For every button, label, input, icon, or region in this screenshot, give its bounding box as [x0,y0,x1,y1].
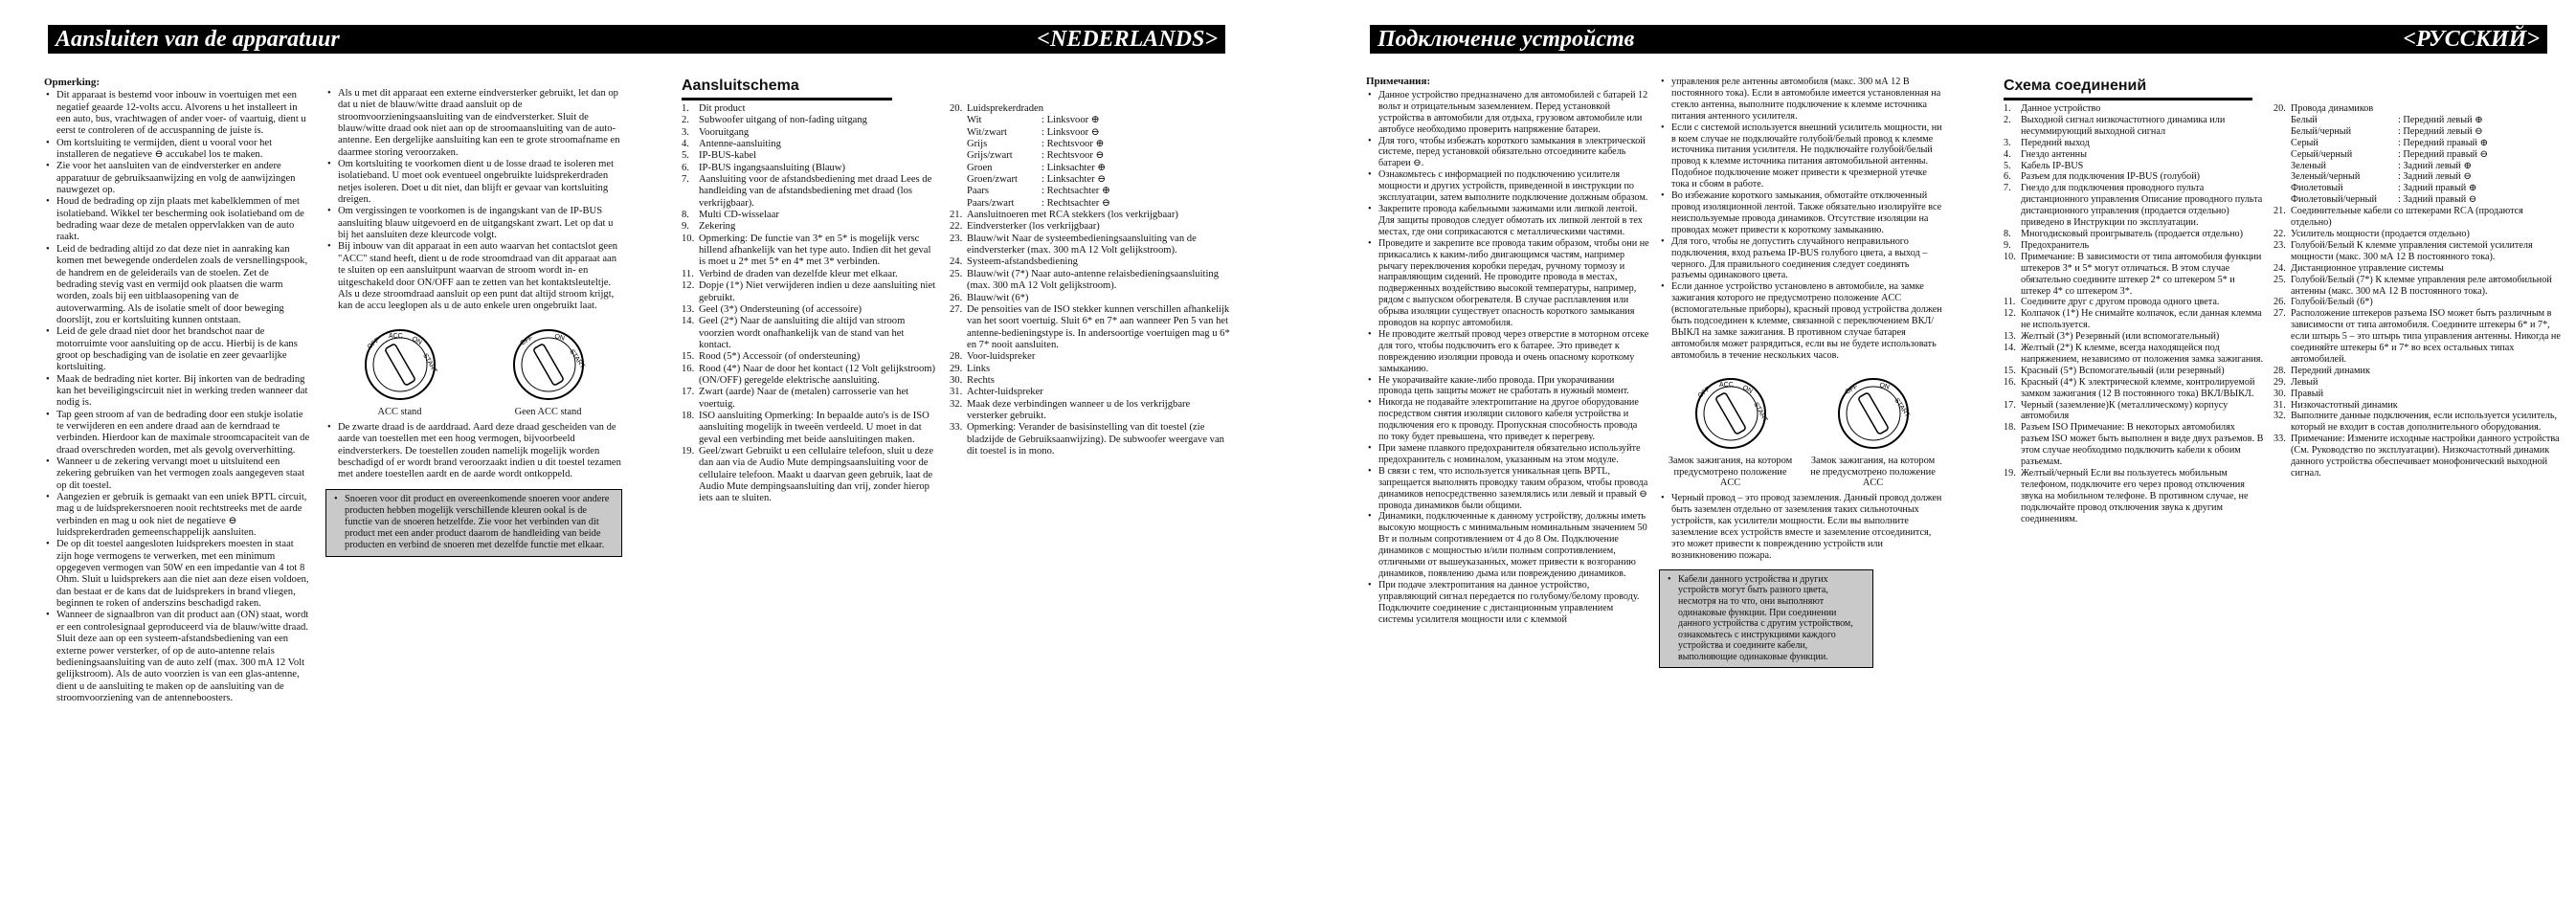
svg-text:OFF: OFF [366,336,381,351]
legend-list [950,103,1233,115]
note-item: • Закрепите провода кабельными зажимами или липкой лентой. Для защиты проводов следует обмотать их липкой лентой в тех местах, где они соприкасаются с металлическими частями. [1366,204,1649,238]
page-title: Aansluiten van de apparatuur [56,27,340,52]
diagram-heading: Aansluitschema [682,77,892,100]
diagram-legend-column-2 [2274,103,2561,479]
wire-row [950,150,1233,162]
svg-text:ON: ON [1740,384,1754,395]
note-item: • Не проводите желтый провод через отверстие в моторном отсеке для того, чтобы подключить его к батарее. Это приведет к повреждению изоляции провода и очень опасному короткому замыканию. [1366,329,1649,375]
wire-row [950,186,1233,197]
notes-column-2 [325,88,622,557]
wire-color: Фиолетовый [2291,183,2343,194]
wire-color: Wit/zwart [967,126,1007,138]
note-item: • Во избежание короткого замыкания, обмотайте отключенный провод изоляционной лентой. Также обязательно изолируйте все неиспользуемые провода динамиков. Отсутствие изоляции на проводах может привести к короткому замыканию. [1659,190,1944,236]
diagram-legend-column-2 [950,103,1233,457]
note-item: • Dit apparaat is bestemd voor inbouw in voertuigen met een negatief geaarde 12-volts accu. Alvorens u het installeert in een auto, bus, vrachtwagen of ander voer- of vaartuig, dient u eerst te controleren of de accuspanning de juiste is. [44,90,310,137]
speaker-wire-table [950,115,1233,210]
list-item: 20. Luidsprekerdraden [950,103,1044,114]
list-item: 22. Eindversterker (los verkrijgbaar) [950,221,1100,233]
ignition-switch-no-acc [482,326,616,418]
list-item: 30. Правый [2274,388,2324,399]
list-item: 28. Передний динамик [2274,365,2370,376]
switch-caption: Geen ACC stand [514,406,582,417]
page-title: Подключение устройств [1378,27,1635,52]
note-item: • Om vergissingen te voorkomen is de ingangskant van de IP-BUS aansluiting blauw uitgevoerd en de uitgangskant zwart. Let op dat u bij het aansluiten deze kleurcode volgt. [325,206,622,241]
svg-text:OFF: OFF [1844,383,1859,396]
legend-list [950,210,1233,457]
list-item: 32. Выполните данные подключения, если используется усилитель, который не входит в состав дополнительного оборудования. [2274,411,2558,434]
svg-text:ACC: ACC [388,332,403,340]
list-item: 20. Провода динамиков [2274,103,2374,114]
list-item: 32. Maak deze verbindingen wanneer u de los verkrijgbare versterker gebruikt. [950,398,1191,421]
ignition-switch-figures [325,326,622,418]
note-item: • De zwarte draad is de aarddraad. Aard deze draad gescheiden van de aarde van toestellen met een hoog vermogen, bijvoorbeeld eindversterkers. De toestellen zouden namelijk mogelijk worden beschadigd of er wordt brand veroorzaakt indien u dit toestel tezamen met andere toestellen aardt en de aarde wordt ontkoppeld. [325,422,622,481]
list-item: 29. Левый [2274,376,2318,388]
wire-color: Фиолетовый/черный [2291,194,2377,206]
list-item: 17. Zwart (aarde) Naar de (metalen) carrosserie van het voertuig. [682,387,909,410]
list-item: 14. Geel (2*) Naar de aansluiting die altijd van stroom voorzien wordt onafhankelijk van de stand van het kontact. [682,316,906,350]
wire-color: Белый [2291,114,2318,125]
list-item: 23. Голубой/Белый К клемме управления системой усилителя мощности (макс. 300 мА 12 В постоянного тока). [2274,239,2533,262]
list-item: 24. Systeem-afstandsbediening [950,256,1078,268]
svg-text:START: START [420,352,437,374]
note-item: • Данное устройство предназначено для автомобилей с батарей 12 вольт и отрицательным заземлением. Перед установкой устройства в автомобили для отдыха, грузовом автомобиле или автобусе необходимо проверить напряжение батареи. [1366,90,1649,136]
list-item: 19. Желтый/черный Если вы пользуетесь мобильным телефоном, подключите его через провод отключения звука на мобильном телефоне. В противном случае, не подключайте провод отключения звука к другим соединениям. [2004,468,2249,524]
list-item: 11. Соедините друг с другом провода одного цвета. [2004,297,2220,308]
wire-row [2274,183,2561,194]
list-item: 22. Усилитель мощности (продается отдельно) [2274,228,2470,239]
list-item: 1. Данное устройство [2004,103,2101,114]
list-item: 27. Расположение штекеров разъема ISO может быть различным в зависимости от типа автомобиля. Соедините штекеры 6* и 7*, если штырь 5 – это штырь типа управления антенны. Никогда не соединяйте штекеры 6* и 7* во всех остальных типах автомобилей. [2274,308,2561,365]
ignition-switch-icon [1683,375,1779,452]
note-text: • Кабели данного устройства и других устройств могут быть разного цвета, несмотря на то что, они выполняют одинаковые функции. При соединении данного устройства с другим устройством, ознакомьтесь с инструкциями каждого устройства и соедините кабели, выполняющие одинаковые функции. [1666,574,1867,663]
note-item: • De op dit toestel aangesloten luidsprekers moesten in staat zijn hoge vermogens te verwerken, met een minimum opgegeven vermogen van 50W en een impedantie van 4 tot 8 Ohm. Sluit u luidsprekers aan die niet aan deze eisen voldoen, dan bestaat er de kans dat de luidsprekers in brand vliegen, beginnen te roken of anderszins beschadigd raken. [44,539,310,610]
list-item: 2. Выходной сигнал низкочастотного динамика или несуммирующий выходной сигнал [2004,114,2226,137]
list-item: 27. De pensoities van de ISO stekker kunnen verschillen afhankelijk van het soort voertuig. Sluit 6* en 7* aan wanneer Pen 5 van het antenne-bedieningstype is. In andersoortige voertuigen mag u 6* en 7* nooit aansluiten. [950,303,1230,350]
svg-text:ACC: ACC [1718,381,1734,389]
wire-color: Groen [967,162,993,173]
notes-column-1 [44,77,310,704]
wire-destination: : Задний левый ⊖ [2398,171,2472,183]
note-item: • управления реле антенны автомобиля (макс. 300 мА 12 В постоянного тока). Если в автомобиле имеется установленная на стекло антенна, выполните подключение к клемме источника питания антенного усилителя. [1659,77,1944,122]
note-item: • Если данное устройство установлено в автомобиле, на замке зажигания которого не предусмотрено положение ACC (вспомогательные приборы), красный провод устройства должен быть подсоединен к клемме, связанной с переключением ВКЛ/ВЫКЛ на замке зажигания. В противном случае батарея автомобиля может разрядиться, если вы не будете использовать автомобиль в течение нескольких часов. [1659,281,1944,361]
list-item: 25. Blauw/wit (7*) Naar auto-antenne relaisbedieningsaansluiting (max. 300 mA 12 Volt gelijkstroom). [950,268,1219,292]
list-item: 33. Примечание: Измените исходные настройки данного устройства (См. Руководство по эксплуатации). Низкочастотный динамик данного устройства обеспечивает монофонический выходной сигнал. [2274,434,2560,479]
svg-text:ON: ON [410,335,423,346]
note-item: • Wanneer u de zekering vervangt moet u uitsluitend een zekering gebruiken van het vermogen zoals aangegeven staat op dit toestel. [44,456,310,492]
note-item: • Leid de bedrading altijd zo dat deze niet in aanraking kan komen met bewegende onderdelen zoals de versnellingspook, de handrem en de geleiderails van de stoelen. Zet de bedrading stevig vast en vermijd ook plaatsen die warm worden, zoals bij een uitblaasopening van de autoverwarming. Als de isolatie smelt of door beweging doorslijt, zou er kortsluiting kunnen ontstaan. [44,244,310,326]
notes-list [1659,493,1944,561]
note-item: • Bij inbouw van dit apparaat in een auto waarvan het contactslot geen "ACC" stand heeft, dient u de rode stroomdraad van dit apparaat aan te sluiten op een aansluitpunt waarvan de stroom wordt in- en uitgeschakeld door ON/OFF aan te zetten van het kontaktsleuteltje. Als u deze stroomdraad aansluit op een punt dat altijd stroom krijgt, kan de accu leeglopen als u de auto enkele uren ongebruikt laat. [325,241,622,312]
ignition-switch-acc [1664,375,1798,490]
ignition-switch-no-acc [1806,375,1940,490]
note-item: • Zie voor het aansluiten van de eindversterker en andere apparatuur de gebruiksaanwijzing en volg de aanwijzingen nauwgezet op. [44,161,310,196]
list-item: 3. Vooruitgang [682,126,750,138]
list-item: 15. Rood (5*) Accessoir (of ondersteuning) [682,351,861,363]
wire-color-note [325,489,622,557]
note-item: • Не укорачивайте какие-либо провода. При укорачивании провода цепь защиты может не сработать в нужный момент. [1366,375,1649,398]
ignition-switch-icon [352,326,448,403]
wire-row [950,163,1233,174]
wire-row [950,139,1233,150]
list-item: 3. Передний выход [2004,137,2090,148]
list-item: 9. Предохранитель [2004,239,2090,251]
svg-text:OFF: OFF [519,334,534,347]
list-item: 7. Aansluiting voor de afstandsbediening met draad Lees de handleiding van de afstandsbediening met draad (los verkrijgbaar). [682,174,932,209]
list-item: 11. Verbind de draden van dezelfde kleur met elkaar. [682,268,898,279]
wire-destination: : Передний правый ⊖ [2398,148,2489,160]
wire-color: Белый/черный [2291,125,2352,137]
svg-text:START: START [1892,396,1911,419]
note-item: • Aangezien er gebruik is gemaakt van een uniek BPTL circuit, mag u de luidsprekersnoeren nooit rechtstreeks met de aarde verbinden en mag u ook niet de negatieve ⊖ luidsprekerdraden gemeenschappelijk aansluiten. [44,492,310,539]
wire-destination: : Передний правый ⊕ [2398,137,2489,148]
notes-heading: Примечания: [1366,76,1431,87]
wire-destination: : Rechtsachter ⊖ [1042,197,1110,209]
diagram-heading: Схема соединений [2004,77,2252,100]
notes-list [1659,77,1944,362]
svg-text:START: START [1751,401,1768,423]
note-text: • Snoeren voor dit product en overeenkomende snoeren voor andere producten hebben mogelijk verschillende kleuren ookal is de functie van de snoeren hetzelfde. Zie voor het verbinden van dit product met een ander product daarom de handleiding van beide producten en verbind de snoeren met dezelfde functie met elkaar. [332,494,616,552]
wire-row [2274,194,2561,206]
list-item: 19. Geel/zwart Gebruikt u een cellulaire telefoon, sluit u deze dan aan via de Audio Mute dempingsaansluiting voor de cellulaire telefoon. Maakt u daarvan geen gebruik, laat de Audio Mute dempingsaansluiting dan vrij, zonder hierop iets aan te sluiten. [682,445,934,504]
page-header [48,25,1225,54]
wire-row [2274,126,2561,138]
wire-row [950,115,1233,126]
language-label: <NEDERLANDS> [1037,27,1218,52]
list-item: 10. Примечание: В зависимости от типа автомобиля функции штекеров 3* и 5* могут отличаться. В этом случае обязательно соедините штекер 2* со штекером 5* и штекер 4* со штекером 3*. [2004,251,2262,297]
list-item: 8. Multi CD-wisselaar [682,210,779,221]
wire-color: Groen/zwart [967,174,1018,186]
wire-row [950,127,1233,139]
wire-color: Зеленый [2291,160,2326,171]
list-item: 31. Achter-luidspreker [950,387,1043,398]
list-item: 4. Antenne-aansluiting [682,139,781,150]
list-item: 16. Красный (4*) К электрической клемме, контролируемой замком зажигания (12 В постоянного тока) ВКЛ/ВЫКЛ. [2004,376,2255,399]
note-item: • Черный провод – это провод заземления. Данный провод должен быть заземлен отдельно от заземления таких сильноточных устройств, как усилители мощности. Если вы выполните заземление всех устройств вместе и заземление отсоединится, это может привести к повреждению устройств или возникновению пожара. [1659,493,1944,561]
list-item: 8. Многодисковый проигрыватель (продается отдельно) [2004,228,2244,239]
wire-color: Wit [967,115,982,126]
list-item: 5. IP-BUS-kabel [682,150,757,162]
notes-list [1366,90,1649,626]
ignition-switch-icon [501,326,596,403]
list-item: 17. Черный (заземление)К (металлическому) корпусу автомобиля [2004,399,2229,422]
wire-color: Grijs/zwart [967,150,1013,162]
list-item: 9. Zekering [682,221,736,233]
note-item: • Для того, чтобы не допустить случайного неправильного подключения, вход разъема IP-BUS голубого цвета, а выход – черного. Для правильного соединения следует соединять разъемы одинакового цвета. [1659,236,1944,282]
list-item: 29. Links [950,363,991,374]
wire-destination: : Передний левый ⊖ [2398,125,2483,137]
svg-text:ON: ON [1877,381,1890,391]
wire-destination: : Rechtsvoor ⊕ [1042,139,1105,150]
list-item: 28. Voor-luidspreker [950,351,1036,363]
wire-destination: : Linksachter ⊕ [1042,162,1107,173]
wire-row [950,198,1233,210]
list-item: 21. Соединительные кабели со штекерами RCA (продаются отдельно) [2274,206,2523,229]
list-item: 14. Желтый (2*) К клемме, всегда находящейся под напряжением, независимо от положения замка зажигания. [2004,343,2264,365]
list-item: 6. Разъем для подключения IP-BUS (голубой) [2004,171,2201,183]
wire-destination: : Передний левый ⊕ [2398,114,2483,125]
wire-destination: : Задний левый ⊕ [2398,160,2472,171]
list-item: 23. Blauw/wit Naar de systeembedieningsaansluiting van de eindversterker (max. 300 mA 12 Volt gelijkstroom). [950,233,1197,256]
notes-list [325,88,622,313]
list-item: 5. Кабель IP-BUS [2004,160,2084,171]
list-item: 1. Dit product [682,103,746,114]
legend-list [2274,206,2561,479]
wire-destination: : Задний правый ⊕ [2398,183,2477,194]
wire-row [950,174,1233,186]
notes-column-1 [1366,77,1649,626]
notes-list [325,422,622,481]
svg-text:OFF: OFF [1696,385,1712,400]
list-item: 10. Opmerking: De functie van 3* en 5* is mogelijk versc hillend afhankelijk van het type auto. Indien dit het geval is moet u 2* met 5* en 4* met 3* verbinden. [682,233,931,268]
legend-list [2274,103,2561,115]
note-item: • Если с системой используется внешний усилитель мощности, ни в коем случае не подключайте голубой/белый провод к клемме источника питания усилителя. Не подключайте голубой/белый провод к клемме источника питания автомобильной антенны. Подобное подключение может привести к чрезмерной утечке тока и сбоям в работе. [1659,122,1944,190]
note-item: • Ознакомьтесь с информацией по подключению усилителя мощности и других устройств, приведенной в инструкции по эксплуатации, затем выполните подключение должным образом. [1366,169,1649,204]
list-item: 24. Дистанционное управление системы [2274,262,2444,274]
wire-color: Серый/черный [2291,148,2353,160]
note-item: • При замене плавкого предохранителя обязательно используйте предохранитель с номиналом, указанным на этом модуле. [1366,443,1649,466]
list-item: 6. IP-BUS ingangsaansluiting (Blauw) [682,162,846,173]
diagram-legend-column-1 [682,103,938,505]
wire-row [2274,171,2561,183]
list-item: 21. Aansluitnoeren met RCA stekkers (los verkrijgbaar) [950,210,1178,221]
wire-color: Grijs [967,139,988,150]
list-item: 7. Гнездо для подключения проводного пульта дистанционного управления Описание проводного пульта дистанционного управления (продается отдельно) приведено в Инструкции по эксплуатации. [2004,183,2263,229]
switch-caption: Замок зажигания, на котором не предусмотрено положение ACC [1810,455,1936,489]
list-item: 18. Разъем ISO Примечание: В некоторых автомобилях разъем ISO может быть выполнен в виде двух разъемов. В этом случае необходимо подключить кабели к обоим разъемам. [2004,422,2264,468]
speaker-wire-table [2274,115,2561,206]
note-item: • При подаче электропитания на данное устройство, управляющий сигнал передается по голубому/белому проводу. Подключите соединение с дистанционным управлением системы усилителя мощности или с клеммой [1366,580,1649,626]
svg-text:ON: ON [552,332,565,343]
list-item: 13. Geel (3*) Ondersteuning (of accessoire) [682,303,862,315]
note-item: • Om kortsluiting te vermijden, dient u vooral voor het installeren de negatieve ⊖ accukabel los te maken. [44,138,310,162]
list-item: 31. Низкочастотный динамик [2274,399,2398,411]
note-item: • Динамики, подключенные к данному устройству, должны иметь высокую мощность с минимальным номинальным значением 50 Вт и полным сопротивлением от 4 до 8 Ом. Подключение динамиков с мощностью и/или полным сопротивлением, отличными от вышеуказанных, может привести к возгоранию динамиков, появлению дыма или повреждению динамиков. [1366,511,1649,579]
wire-color-note [1659,569,1873,668]
wire-color: Серый [2291,137,2318,148]
wire-color: Paars [967,186,989,197]
note-item: • Houd de bedrading op zijn plaats met kabelklemmen of met isolatieband. Wikkel ter bescherming ook isolatieband om de bedrading waar deze de metalen oppervlakken van de auto raakt. [44,196,310,243]
list-item: 25. Голубой/Белый (7*) К клемме управления реле автомобильной антенны (макс. 300 мА 12 В постоянного тока). [2274,274,2552,297]
list-item: 33. Opmerking: Verander de basisinstelling van dit toestel (zie bladzijde de Gebruiksaanwijzing). De subwoofer weergave van dit toestel is in mono. [950,422,1224,456]
list-item: 16. Rood (4*) Naar de door het kontact (12 Volt gelijkstroom) (ON/OFF) geregelde elektrische aansluiting. [682,363,936,386]
note-item: • Никогда не подавайте электропитание на другое оборудование посредством снятия изоляции силового кабеля устройства и подключения его к проводу. Пропускная способность провода по току будет превышена, что приведет к перегреву. [1366,397,1649,443]
wire-color: Зеленый/черный [2291,171,2361,183]
wire-destination: : Linksvoor ⊖ [1042,126,1100,138]
note-item: • Als u met dit apparaat een externe eindversterker gebruikt, let dan op dat u niet de blauw/witte draad aansluit op de stroomvoorzieningsaansluiting van de eindversterker. Sluit de blauw/witte draad ook niet aan op de stroomaansluiting van de auto-antenne. Een dergelijke aansluiting kan een te grote stroomafname en daarmee storing veroorzaken. [325,88,622,159]
note-item: • Om kortsluiting te voorkomen dient u de losse draad te isoleren met isolatieband. U moet ook eventueel ongebruikte luidsprekerdraden netjes isoleren. Doet u dit niet, dan blijft er gevaar van kortsluiting dreigen. [325,159,622,206]
language-label: <РУССКИЙ> [2403,27,2540,52]
notes-heading: Opmerking: [44,77,101,88]
list-item: 26. Голубой/Белый (6*) [2274,297,2373,308]
note-item: • Проведите и закрепите все провода таким образом, чтобы они не прикасались к каким-либо двигающимся частям, например рычагу переключения коробки передач, ручному тормозу и направляющим сидений. Не проводите провода в местах, подверженных воздействию высокой температуры, например, рядом с выпуском обогревателя. В случае расплавления или обрыва изоляции существует опасность короткого замыкания проводов на корпус автомобиля. [1366,238,1649,329]
switch-caption: Замок зажигания, на котором предусмотрено положение ACC [1668,455,1793,489]
notes-list [44,90,310,704]
wire-destination: : Linksvoor ⊕ [1042,115,1100,126]
list-item: 2. Subwoofer uitgang of non-fading uitgang [682,115,867,126]
diagram-legend-column-1 [2004,103,2264,525]
list-item: 13. Желтый (3*) Резервный (или вспомогательный) [2004,331,2220,343]
note-item: • Для того, чтобы избежать короткого замыкания в электрической системе, перед установкой обязательно отсоедините кабель батареи ⊖. [1366,136,1649,170]
ignition-switch-figures [1659,375,1944,490]
switch-caption: ACC stand [377,406,422,417]
wire-destination: : Rechtsachter ⊕ [1042,186,1110,197]
list-item: 30. Rechts [950,374,995,386]
note-item: • Leid de gele draad niet door het brandschot naar de motorruimte voor aansluiting op de accu. Hierbij is de kans groot op beschadiging van de isolatie en zeer gevaarlijke kortsluiting. [44,326,310,373]
legend-list [2004,103,2264,525]
note-item: • Maak de bedrading niet korter. Bij inkorten van de bedrading kan het beveiligingscircuit niet in werking treden wanneer dat nodig is. [44,374,310,410]
list-item: 15. Красный (5*) Вспомогательный (или резервный) [2004,365,2225,376]
wire-destination: : Linksachter ⊖ [1042,174,1107,186]
list-item: 12. Dopje (1*) Niet verwijderen indien u deze aansluiting niet gebruikt. [682,280,936,303]
page-dutch [0,0,1254,913]
list-item: 26. Blauw/wit (6*) [950,292,1029,303]
page-russian [1322,0,2576,913]
wire-row [2274,149,2561,161]
note-item: • В связи с тем, что используется уникальная цепь BPTL, запрещается выполнять проводку таким образом, чтобы провода динамиков непосредственно заземлялись или левый и правый ⊖ провода динамиков были общими. [1366,466,1649,512]
svg-text:START: START [567,347,586,369]
note-item: • Wanneer de signaalbron van dit product aan (ON) staat, wordt er een controlesignaal geproduceerd via de blauw/witte draad. Sluit deze aan op een systeem-afstandsbediening van een externe power versterker, of op de auto-antenne relais bedieningsaansluiting van de auto zelf (max. 300 mA 12 Volt gelijkstroom). Als de auto voorzien is van een glas-antenne, dient u de aansluiting te maken op de aansluiting van de stroomvoorziening van de antenneboosters. [44,610,310,704]
notes-column-2 [1659,77,1944,668]
wire-row [2274,161,2561,172]
page-header [1370,25,2547,54]
wire-destination: : Задний правый ⊖ [2398,194,2477,206]
wire-row [2274,138,2561,149]
legend-list [682,103,938,505]
wire-row [2274,115,2561,126]
note-item: • Tap geen stroom af van de bedrading door een stukje isolatie te verwijderen en een andere draad aan de kerndraad te verbinden. Hierdoor kan de maximale stroomcapaciteit van de draad overschreden worden, met als gevolg oververhitting. [44,410,310,456]
ignition-switch-icon [1826,375,1921,452]
ignition-switch-acc [333,326,467,418]
list-item: 18. ISO aansluiting Opmerking: In bepaalde auto's is de ISO aansluiting mogelijk in tweeën verdeeld. U moet in dat geval een verbinding met beide aansluitingen maken. [682,410,930,445]
list-item: 4. Гнездо антенны [2004,148,2087,160]
list-item: 12. Колпачок (1*) Не снимайте колпачок, если данная клемма не используется. [2004,308,2262,331]
wire-destination: : Rechtsvoor ⊖ [1042,150,1105,162]
wire-color: Paars/zwart [967,197,1015,209]
